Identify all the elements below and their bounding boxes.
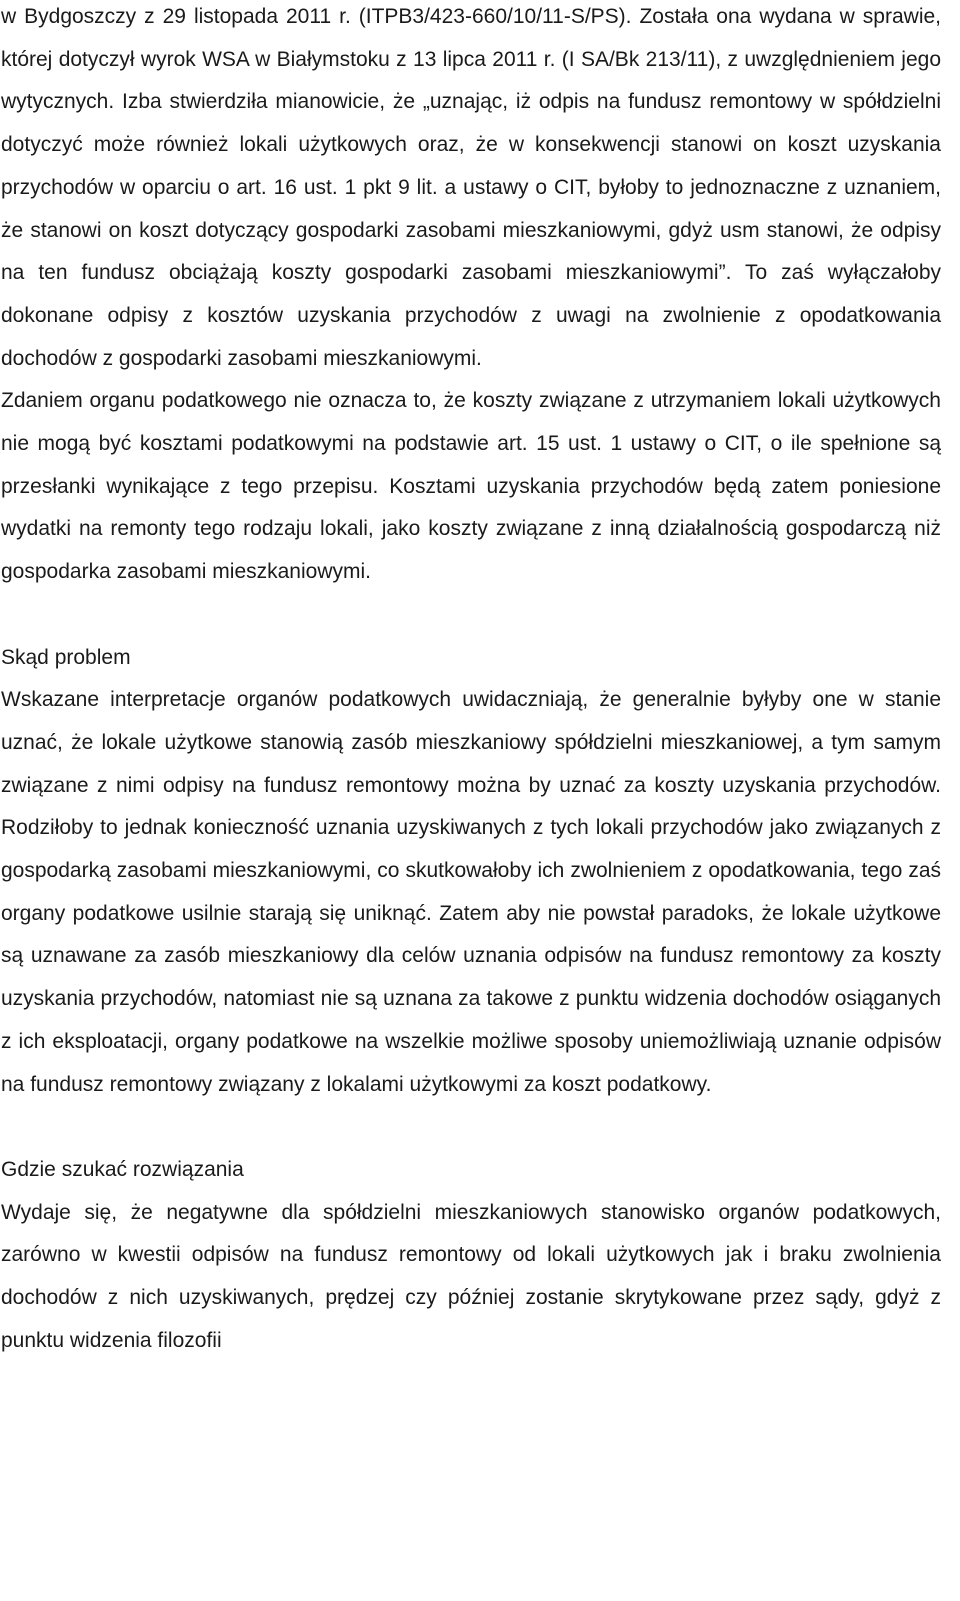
paragraph-problem: Wskazane interpretacje organów podatkowych uwidaczniają, że generalnie byłyby one w stanie uznać, że lokale użytkowe stanowią zasób mieszkaniowy spółdzielni mieszkaniowej, a tym samym związane z nimi odpisy na fundusz remontowy można by uznać za koszty uzyskania przychodów. Rodziłoby to jednak konieczność uznania uzyskiwanych z tych lokali przychodów jako związanych z gospodarką zasobami mieszkaniowymi, co skutkowałoby ich zwolnieniem z opodatkowania, tego zaś organy podatkowe usilnie starają się uniknąć. Zatem aby nie powstał paradoks, że lokale użytkowe są uznawane za zasób mieszkaniowy dla celów uznania odpisów na fundusz remontowy za koszty uzyskania przychodów, natomiast nie są uznana za takowe z punktu widzenia dochodów osiąganych z ich eksploatacji, organy podatkowe na wszelkie możliwe sposoby uniemożliwiają uznanie odpisów na fundusz remontowy związany z lokalami użytkowymi za koszt podatkowy.: [1, 688, 941, 1096]
section-heading-problem: Skąd problem: [1, 645, 131, 669]
paragraph-tax-authority-opinion: Zdaniem organu podatkowego nie oznacza to, że koszty związane z utrzymaniem lokali użytkowych nie mogą być kosztami podatkowymi na podstawie art. 15 ust. 1 ustawy o CIT, o ile spełnione są przesłanki wynikające z tego przepisu. Kosztami uzyskania przychodów będą zatem poniesione wydatki na remonty tego rodzaju lokali, jako koszty związane z inną działalnością gospodarczą niż gospodarka zasobami mieszkaniowymi.: [1, 389, 941, 584]
paragraph-solution: Wydaje się, że negatywne dla spółdzielni mieszkaniowych stanowisko organów podatkowych, zarówno w kwestii odpisów na fundusz remontowy od lokali użytkowych jak i braku zwolnienia dochodów z nich uzyskiwanych, prędzej czy później zostanie skrytykowane przez sądy, gdyż z punktu widzenia filozofii: [1, 1200, 941, 1352]
paragraph-ruling-summary: w Bydgoszczy z 29 listopada 2011 r. (ITPB3/423-660/10/11-S/PS). Została ona wydana w sprawie, której dotyczył wyrok WSA w Białymstoku z 13 lipca 2011 r. (I SA/Bk 213/11), z uwzględnieniem jego wytycznych. Izba stwierdziła mianowicie, że „uznając, iż odpis na fundusz remontowy w spółdzielni dotyczyć może również lokali użytkowych oraz, że w konsekwencji stanowi on koszt uzyskania przychodów w oparciu o art. 16 ust. 1 pkt 9 lit. a ustawy o CIT, byłoby to jednoznaczne z uznaniem, że stanowi on koszt dotyczący gospodarki zasobami mieszkaniowymi, gdyż usm stanowi, że odpisy na ten fundusz obciążają koszty gospodarki zasobami mieszkaniowymi”. To zaś wyłączałoby dokonane odpisy z kosztów uzyskania przychodów z uwagi na zwolnienie z opodatkowania dochodów z gospodarki zasobami mieszkaniowymi.: [1, 5, 941, 370]
blank-line: [1, 594, 941, 637]
blank-line: [1, 1106, 941, 1149]
section-heading-solution: Gdzie szukać rozwiązania: [1, 1157, 244, 1181]
